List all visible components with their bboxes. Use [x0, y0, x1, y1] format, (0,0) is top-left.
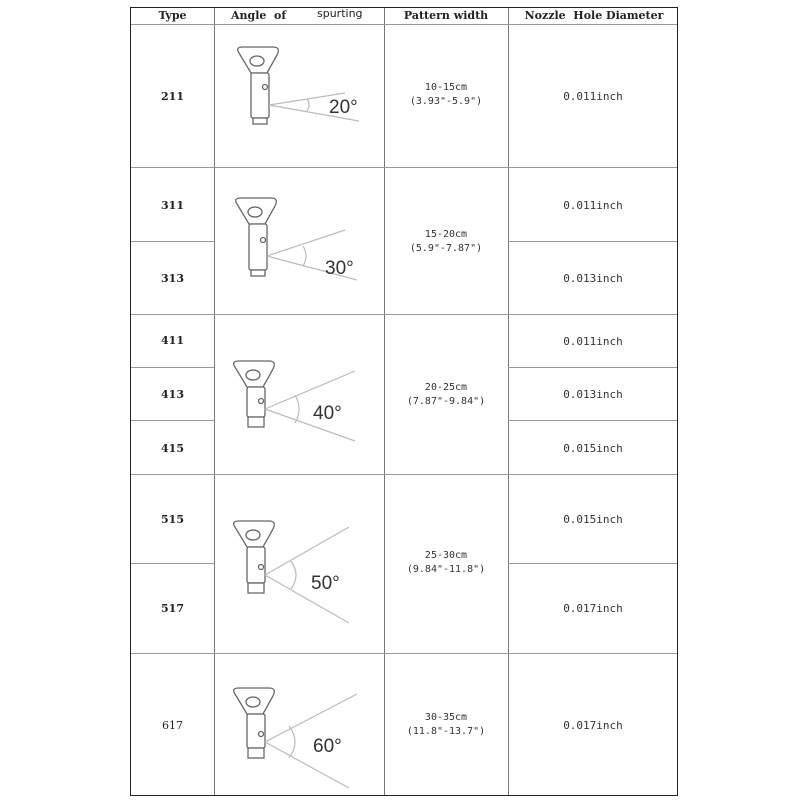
type-cell: 617 [162, 719, 183, 732]
pattern-width-in: (11.8"-13.7") [406, 726, 486, 737]
pattern-width-cell [384, 228, 508, 256]
spray-tip-icon [234, 361, 275, 427]
group-separator [131, 474, 677, 475]
spray-angle-30-illustration [215, 168, 384, 314]
diameter-cell: 0.017inch [563, 719, 623, 732]
pattern-width-cm: 30-35cm [424, 712, 468, 723]
row-separator [508, 420, 677, 421]
row-separator [508, 241, 677, 242]
header-angle: Angle of [231, 9, 287, 22]
pattern-width-cell [384, 549, 508, 577]
diameter-cell: 0.011inch [563, 90, 623, 103]
pattern-width-in: (3.93"-5.9") [409, 96, 483, 107]
type-cell: 411 [161, 334, 184, 347]
spray-angle-20-illustration [215, 25, 384, 167]
spray-angle-lines [265, 694, 357, 788]
diameter-cell: 0.013inch [563, 388, 623, 401]
row-separator [508, 367, 677, 368]
spray-angle-60-illustration [215, 654, 384, 795]
angle-label: 40° [313, 403, 342, 424]
spray-tip-icon [234, 521, 275, 593]
type-cell: 313 [161, 272, 184, 285]
row-separator [508, 563, 677, 564]
group-separator [131, 167, 677, 168]
diameter-cell: 0.011inch [563, 335, 623, 348]
pattern-width-in: (5.9"-7.87") [409, 243, 483, 254]
angle-label: 20° [329, 97, 358, 118]
header-type: Type [158, 9, 187, 22]
type-cell: 311 [161, 199, 184, 212]
header-nozzle-diameter: Nozzle Hole Diameter [524, 9, 664, 22]
pattern-width-in: (7.87"-9.84") [406, 396, 486, 407]
pattern-width-cell [384, 381, 508, 409]
diameter-cell: 0.015inch [563, 513, 623, 526]
spray-tip-icon [238, 47, 279, 124]
diameter-cell: 0.011inch [563, 199, 623, 212]
spray-angle-40-illustration [215, 315, 384, 474]
group-separator [131, 314, 677, 315]
spray-angle-50-illustration [215, 475, 384, 653]
header-angle-spurting: spurting [317, 7, 363, 20]
type-cell: 413 [161, 388, 184, 401]
row-separator [131, 563, 214, 564]
nozzle-spec-table [130, 7, 678, 796]
pattern-width-cm: 10-15cm [424, 82, 468, 93]
type-cell: 211 [161, 90, 184, 103]
pattern-width-cell [384, 81, 508, 109]
row-separator [131, 241, 214, 242]
header-pattern-width: Pattern width [403, 9, 489, 22]
type-cell: 517 [161, 602, 184, 615]
type-cell: 415 [161, 442, 184, 455]
pattern-width-cm: 15-20cm [424, 229, 468, 240]
group-separator [131, 653, 677, 654]
header-rule [131, 24, 677, 25]
pattern-width-cm: 25-30cm [424, 550, 468, 561]
spray-tip-icon [236, 198, 277, 276]
spray-tip-icon [234, 688, 275, 758]
angle-label: 50° [311, 573, 340, 594]
diameter-cell: 0.015inch [563, 442, 623, 455]
pattern-width-cm: 20-25cm [424, 382, 468, 393]
pattern-width-in: (9.84"-11.8") [406, 564, 486, 575]
diameter-cell: 0.013inch [563, 272, 623, 285]
pattern-width-cell [384, 711, 508, 739]
angle-label: 60° [313, 736, 342, 757]
row-separator [131, 420, 214, 421]
diameter-cell: 0.017inch [563, 602, 623, 615]
type-cell: 515 [161, 513, 184, 526]
row-separator [131, 367, 214, 368]
angle-label: 30° [325, 258, 354, 279]
